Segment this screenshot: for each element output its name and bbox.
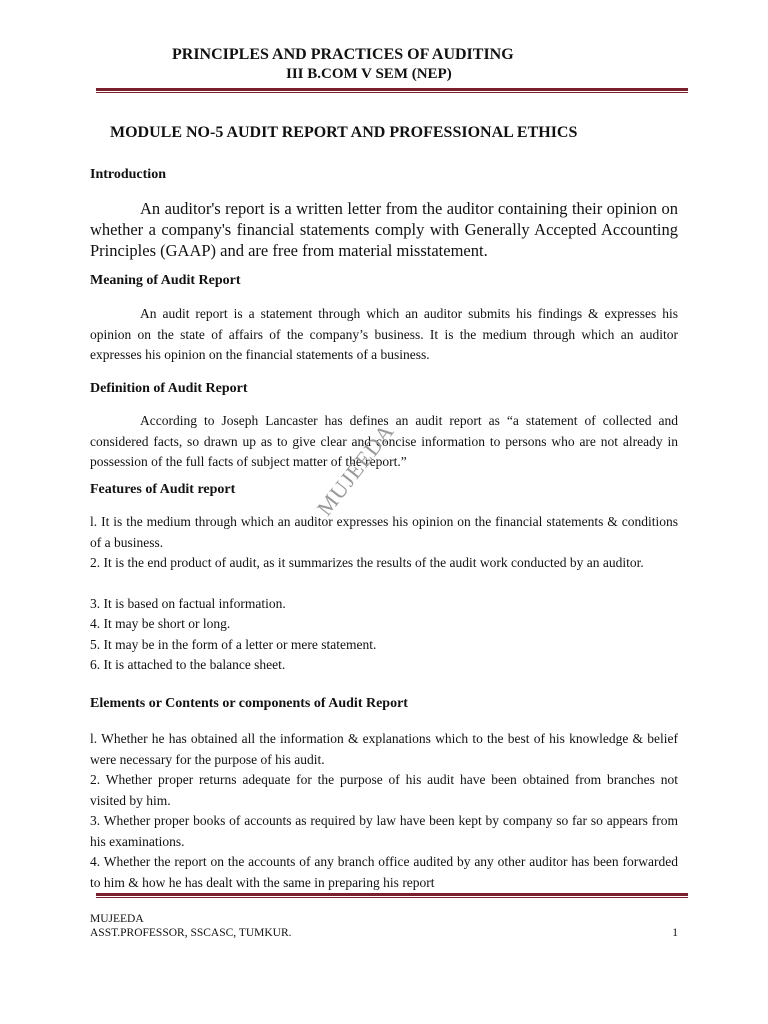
heading-definition: Definition of Audit Report	[90, 381, 248, 396]
heading-features: Features of Audit report	[90, 482, 236, 497]
footer	[90, 912, 678, 940]
paragraph-meaning: An audit report is a statement through which an auditor submits his findings & expresses his opinion on the state of affairs of the company’s business. It is the medium through which an auditor expresses his opinion on the financial statements of a business.	[90, 306, 678, 362]
heading-introduction: Introduction	[90, 167, 166, 182]
watermark: MUJEEDA	[311, 418, 399, 521]
list-item: 5. It may be in the form of a letter or mere statement.	[90, 637, 377, 652]
footer-author: MUJEEDA	[90, 913, 144, 925]
list-item: l. It is the medium through which an auditor expresses his opinion on the financial statements & conditions of a business.	[90, 514, 678, 550]
heading-meaning: Meaning of Audit Report	[90, 273, 241, 288]
footer-rule	[96, 893, 688, 896]
header-class: III B.COM V SEM (NEP)	[286, 66, 452, 82]
list-item: l. Whether he has obtained all the information & explanations which to the best of his knowledge & belief were necessary for the purpose of his audit.	[90, 731, 678, 767]
paragraph-introduction: An auditor's report is a written letter from the auditor containing their opinion on whether a company's financial statements comply with Generally Accepted Accounting Principles (GAAP) and are free from material misstatement.	[90, 199, 678, 260]
header-course-title: PRINCIPLES AND PRACTICES OF AUDITING	[172, 46, 514, 63]
page-number: 1	[672, 927, 678, 939]
list-item: 4. It may be short or long.	[90, 616, 231, 631]
list-item: 2. Whether proper returns adequate for the purpose of his audit have been obtained from branches not visited by him.	[90, 772, 678, 808]
header-rule	[96, 88, 688, 91]
list-item: 2. It is the end product of audit, as it summarizes the results of the audit work conducted by an auditor.	[90, 555, 644, 570]
module-title: MODULE NO-5 AUDIT REPORT AND PROFESSIONAL ETHICS	[110, 124, 578, 141]
footer-designation: ASST.PROFESSOR, SSCASC, TUMKUR.	[90, 927, 292, 939]
paragraph-definition: According to Joseph Lancaster has defines an audit report as “a statement of collected and considered facts, so drawn up as to give clear and concise information to persons who are not already in possession of the full facts of subject matter of the report.”	[90, 413, 678, 469]
list-item: 4. Whether the report on the accounts of any branch office audited by any other auditor has been forwarded to him & how he has dealt with the same in preparing his report	[90, 854, 678, 890]
heading-elements: Elements or Contents or components of Audit Report	[90, 696, 408, 711]
list-item: 3. Whether proper books of accounts as required by law have been kept by company so far so appears from his examinations.	[90, 813, 678, 849]
list-item: 6. It is attached to the balance sheet.	[90, 657, 286, 672]
list-item: 3. It is based on factual information.	[90, 596, 286, 611]
